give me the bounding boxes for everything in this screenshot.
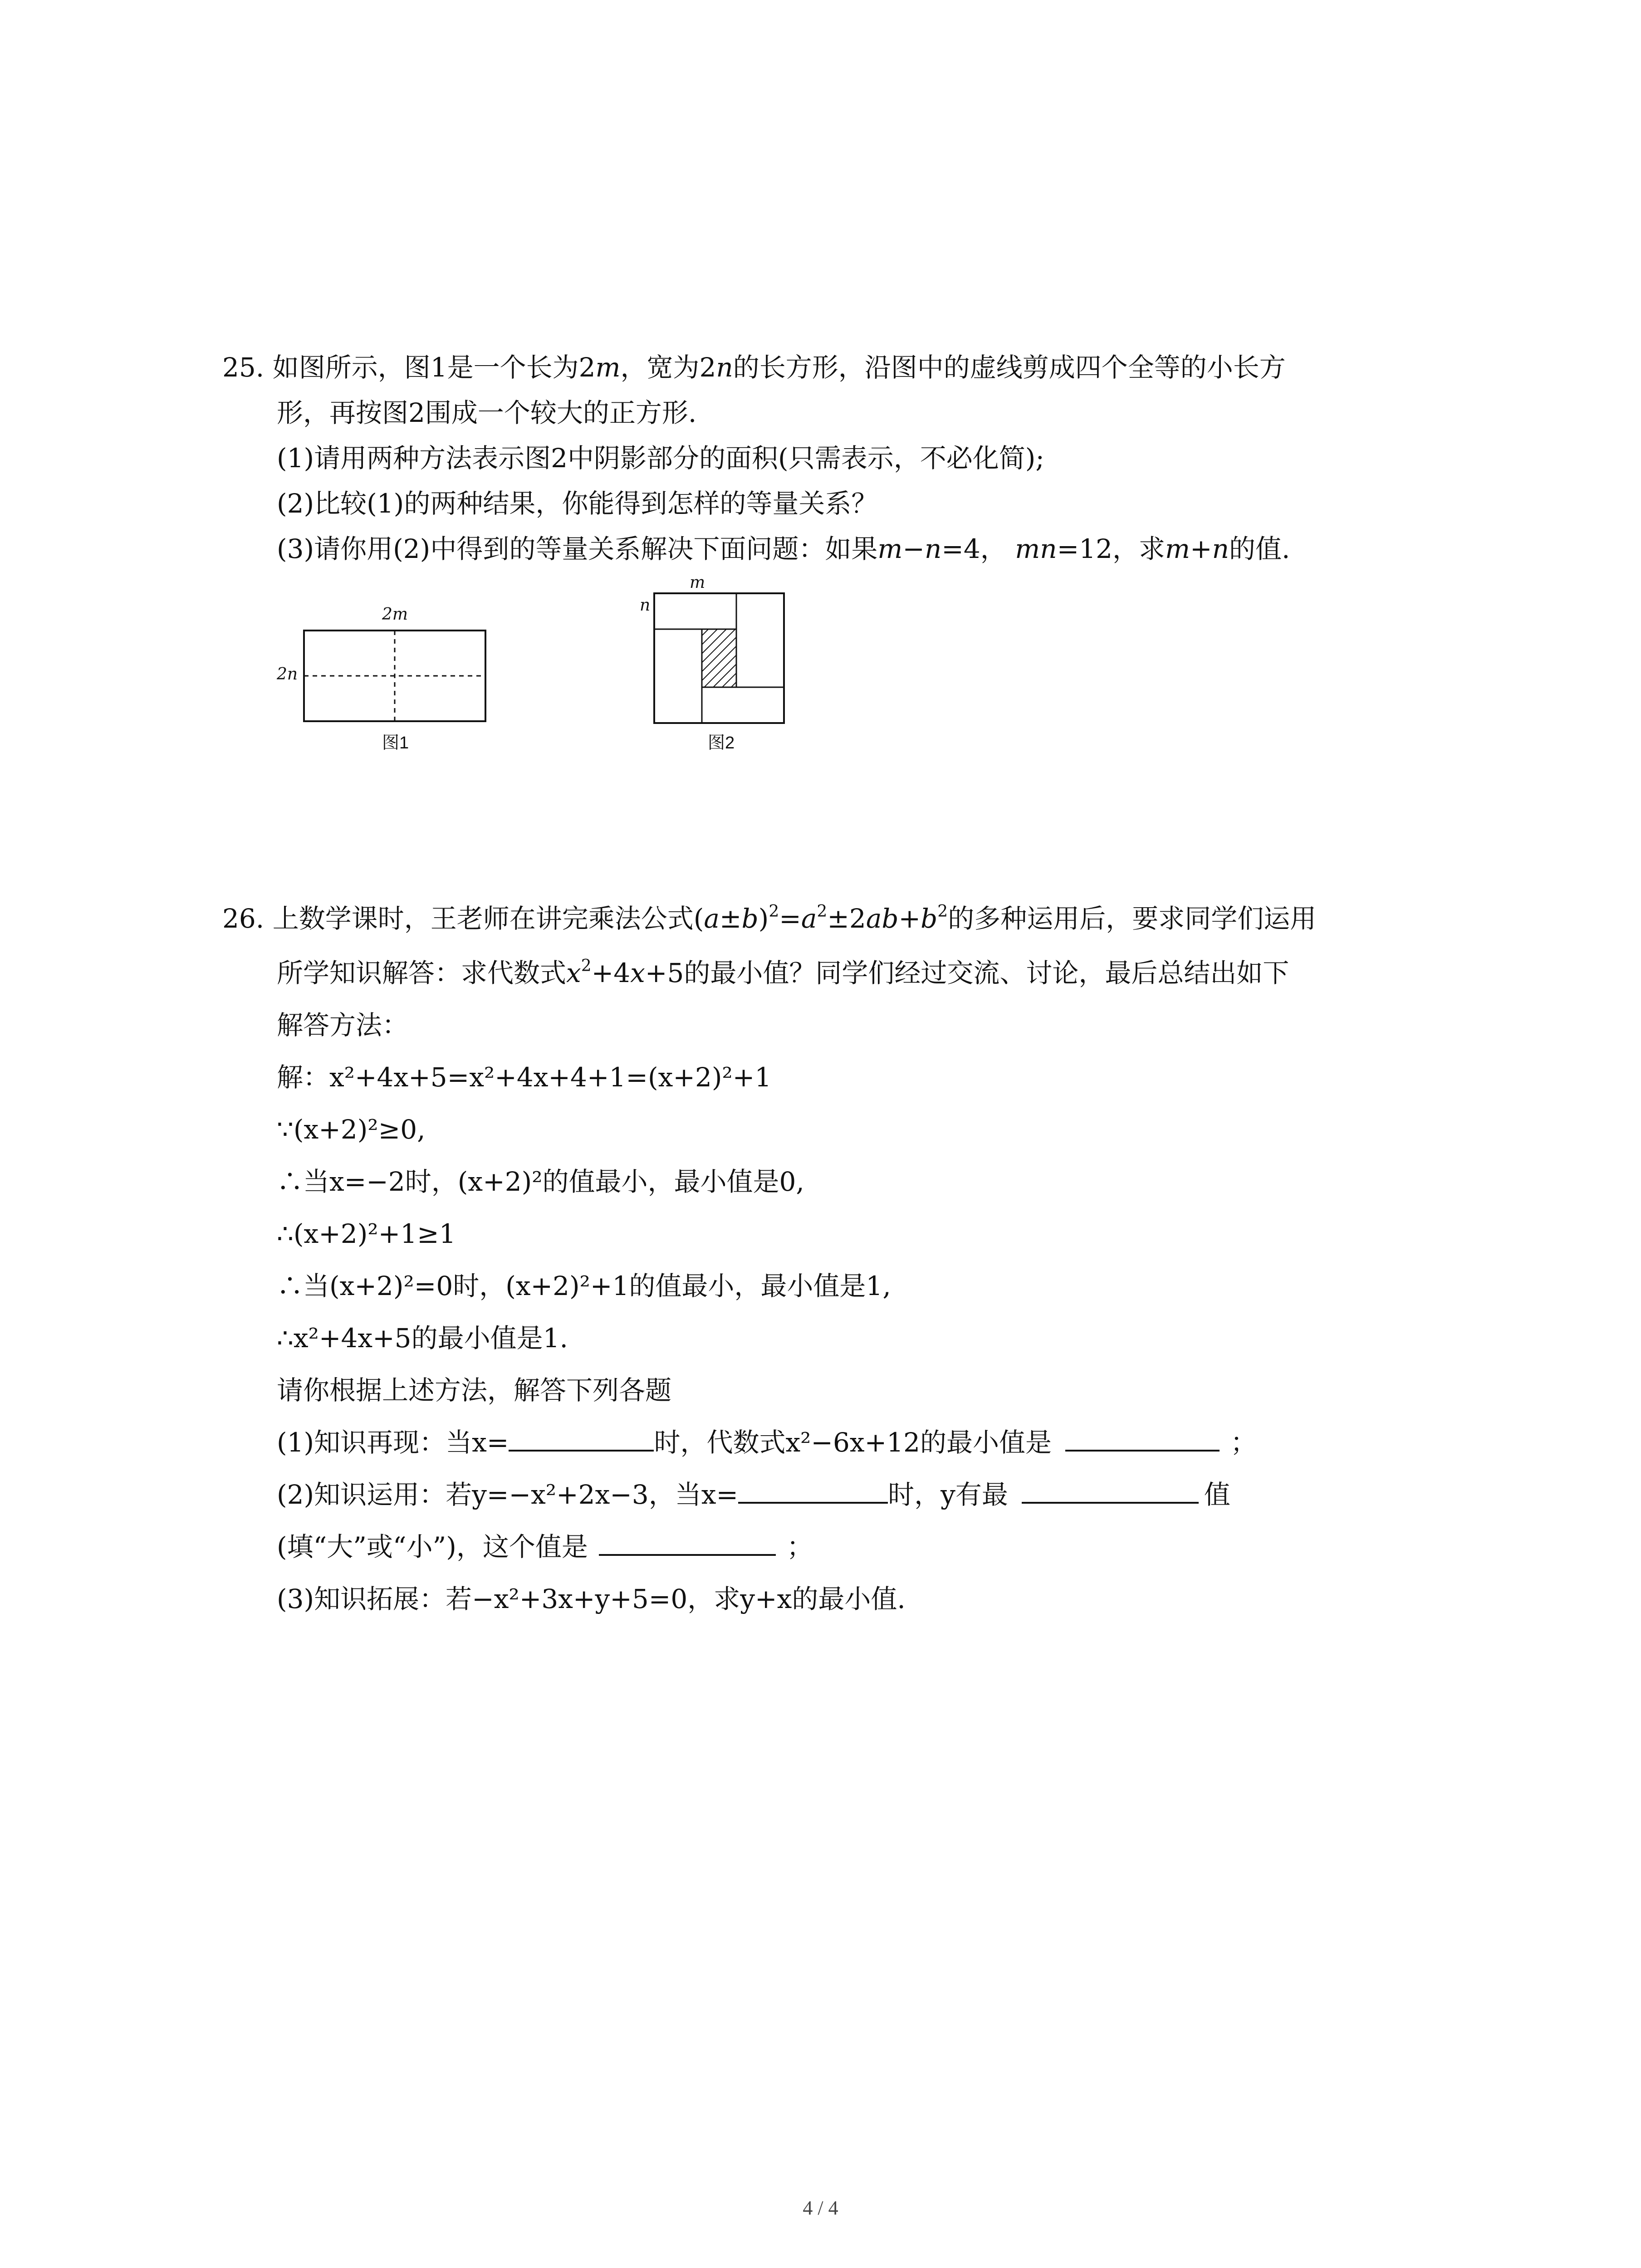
q26-number: 26. (222, 903, 265, 934)
q26-p2-text: (填“大”或“小”)，这个值是 (277, 1531, 588, 1562)
var-m: m (877, 533, 903, 564)
q25-text: 的长方形，沿图中的虚线剪成四个全等的小长方 (733, 352, 1286, 383)
q26-p1-text: ； (1230, 1427, 1257, 1458)
answer-blank[interactable] (509, 1425, 654, 1452)
q26-text: 上数学课时，王老师在讲完乘法公式( (272, 903, 704, 934)
q26-text: +5的最小值？同学们经过交流、讨论，最后总结出如下 (645, 958, 1289, 988)
figure-1 (254, 603, 508, 758)
q25-length-var: m (595, 352, 621, 383)
q26-line-2 (277, 955, 1289, 991)
term: +4 (591, 958, 631, 988)
q25-text: 如图所示，图1是一个长为 (272, 352, 579, 383)
exponent: 2 (769, 902, 779, 921)
q26-p2-text: (2)知识运用：若y=−x²+2x−3，当x= (277, 1479, 739, 1510)
minus-sign: − (902, 533, 925, 564)
q25-part-2: (2)比较(1)的两种结果，你能得到怎样的等量关系？ (277, 488, 878, 519)
q25-width-var: n (716, 352, 733, 383)
q26-line-3: 解答方法： (277, 1010, 409, 1041)
q25-length-coef: 2 (578, 352, 596, 383)
var-a: a (801, 903, 817, 934)
q26-solution-3: ∴当x=−2时，(x+2)²的值最小，最小值是0, (277, 1166, 804, 1197)
q25-text: ，宽为 (620, 352, 700, 383)
q25-width-coef: 2 (699, 352, 716, 383)
q25-p3-text: 的值. (1229, 533, 1290, 564)
fig1-caption: 图1 (382, 733, 409, 753)
fig2-top-label: m (690, 573, 705, 592)
q26-text: 的多种运用后，要求同学们运用 (948, 903, 1317, 934)
q25-part-3 (277, 531, 1290, 567)
q26-part-1 (277, 1424, 1257, 1461)
q25-p3-text: =12，求 (1057, 533, 1165, 564)
q25-part-1: (1)请用两种方法表示图2中阴影部分的面积(只需表示，不必化简); (277, 443, 1044, 474)
q26-part-3: (3)知识拓展：若−x²+3x+y+5=0，求y+x的最小值. (277, 1584, 906, 1614)
exponent: 2 (817, 902, 828, 921)
q26-p2-text: 值 (1204, 1479, 1230, 1510)
equals-sign: = (779, 903, 801, 934)
q26-solution-4: ∴(x+2)²+1≥1 (277, 1218, 456, 1249)
answer-blank[interactable] (738, 1477, 888, 1504)
q26-text: 所学知识解答：求代数式 (277, 958, 567, 988)
q26-part-2 (277, 1476, 1230, 1513)
fig1-top-label: 2m (382, 605, 408, 624)
q26-p2-text: ； (786, 1531, 813, 1562)
q25-p3-text: =4， (941, 533, 1007, 564)
q26-solution-6: ∴x²+4x+5的最小值是1. (277, 1323, 568, 1354)
plus-sign: + (1190, 533, 1212, 564)
var-b: b (741, 903, 759, 934)
var-x: x (630, 958, 645, 988)
q26-part-2-cont (277, 1529, 813, 1565)
q26-line-1 (222, 900, 1316, 937)
answer-blank[interactable] (599, 1530, 776, 1556)
figure-2 (631, 572, 812, 753)
exponent: 2 (937, 902, 948, 921)
plus-minus-term: ±2 (827, 903, 866, 934)
q25-p3-text: (3)请你用(2)中得到的等量关系解决下面问题：如果 (277, 533, 878, 564)
q25-line-2: 形，再按图2围成一个较大的正方形. (277, 397, 697, 428)
fig1-left-label: 2n (277, 665, 298, 684)
q25-line-1 (222, 349, 1286, 386)
q26-instruction: 请你根据上述方法，解答下列各题 (277, 1375, 672, 1406)
answer-blank[interactable] (1065, 1425, 1220, 1452)
plus-sign: + (898, 903, 921, 934)
answer-blank[interactable] (1022, 1477, 1199, 1504)
q26-solution-2: ∵(x+2)²≥0, (277, 1114, 426, 1145)
q26-p2-text: 时，y有最 (888, 1479, 1008, 1510)
var-a: a (704, 903, 720, 934)
figure-2-diagram (631, 572, 812, 753)
var-n: n (924, 533, 942, 564)
fig2-left-label: n (640, 596, 651, 615)
plus-minus-sign: ± (719, 903, 742, 934)
fig2-caption: 图2 (708, 733, 735, 753)
var-ab: ab (866, 903, 899, 934)
paren: ) (758, 903, 769, 934)
var-x: x (566, 958, 581, 988)
q25-number: 25. (222, 352, 265, 383)
fig2-shaded-square (702, 629, 736, 687)
exponent: 2 (581, 957, 592, 975)
q26-p1-text: (1)知识再现：当x= (277, 1427, 509, 1458)
var-mn: mn (1015, 533, 1057, 564)
var-m: m (1165, 533, 1190, 564)
var-b: b (921, 903, 938, 934)
q26-p1-text: 时，代数式x²−6x+12的最小值是 (654, 1427, 1052, 1458)
var-n: n (1212, 533, 1229, 564)
page-number: 4 / 4 (803, 2197, 838, 2219)
q26-solution-5: ∴当(x+2)²=0时，(x+2)²+1的值最小，最小值是1, (277, 1271, 891, 1301)
q26-solution-1: 解：x²+4x+5=x²+4x+4+1=(x+2)²+1 (277, 1062, 772, 1093)
